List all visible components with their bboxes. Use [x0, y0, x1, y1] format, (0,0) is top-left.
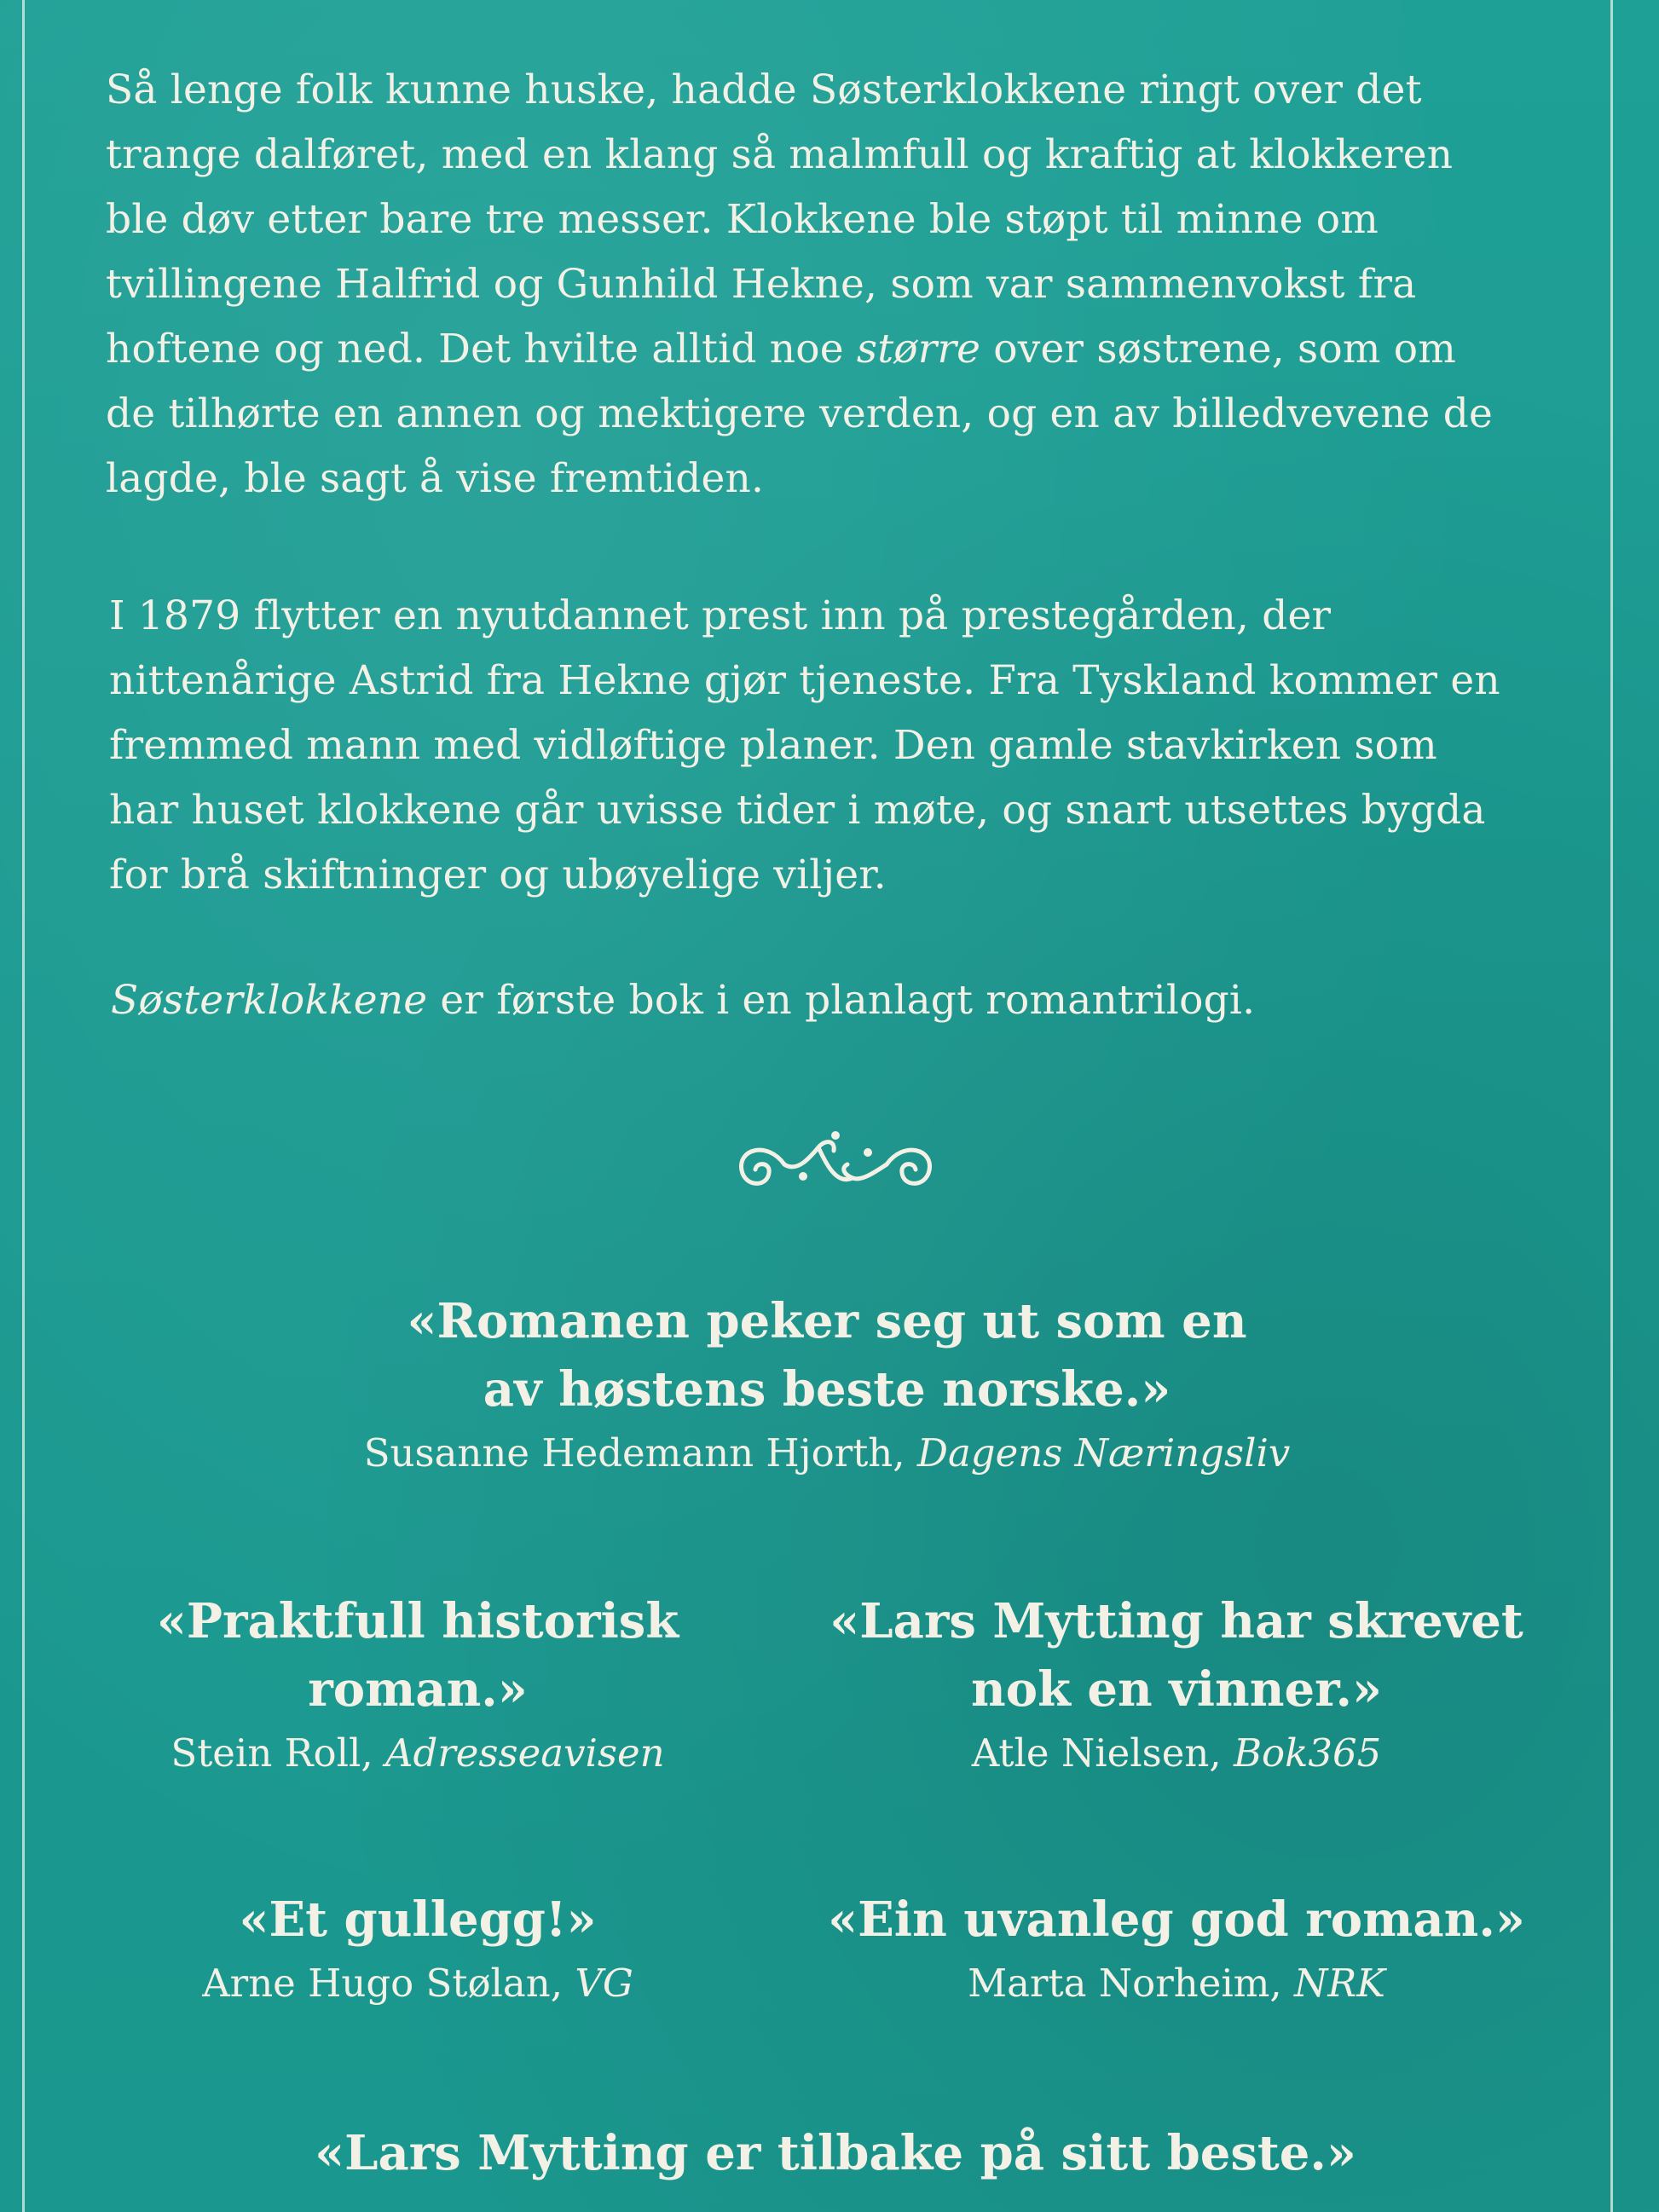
quote-line-1: «Lars Mytting er tilbake på sitt beste.» [315, 2125, 1356, 2181]
quote-line-1: «Romanen peker seg ut som en [407, 1293, 1247, 1349]
review-quote-bok365 [801, 1587, 1552, 1783]
quote-attribution [801, 1724, 1552, 1783]
book-title-emphasis: Søsterklokkene [111, 977, 428, 1024]
p1-text-b: over søstrene, som om de tilhørte en annen og mektigere verden, og en av billedvevene de lagde, ble sagt å vise fremtiden. [106, 326, 1493, 502]
quote-line-1: «Lars Mytting har skrevet [830, 1593, 1523, 1649]
quote-author: Arne Hugo Stølan, [202, 1961, 575, 2006]
quote-author: Atle Nielsen, [971, 1730, 1234, 1776]
review-quote-adresseavisen [85, 1587, 750, 1783]
review-quote-main [324, 1287, 1330, 1483]
frame-border-right [1610, 0, 1613, 2212]
review-quote-vg [85, 1886, 750, 2013]
quote-author: Stein Roll, [171, 1730, 385, 1776]
quote-line-1: «Et gullegg!» [239, 1891, 597, 1948]
description-paragraph-3 [111, 968, 1509, 1033]
quote-source: VG [575, 1961, 633, 2006]
quote-attribution [85, 1954, 750, 2013]
description-paragraph-2: I 1879 flytter en nyutdannet prest inn på prestegården, der nittenårige Astrid fra Hekne gjør tjeneste. Fra Tyskland kommer en fremmed mann med vidløftige planer. Den gamle stavkirken som har huset klokkene går uvisse tider i møte, og snart utsettes bygda for brå skiftninger og ubøyelige viljer. [109, 592, 1500, 898]
quote-source: NRK [1294, 1961, 1385, 2006]
quote-source: Bok365 [1233, 1730, 1382, 1776]
quote-source: Adresseavisen [384, 1730, 665, 1776]
quote-source: Dagens Næringsliv [916, 1430, 1291, 1476]
quote-line-1: «Ein uvanleg god roman.» [828, 1891, 1525, 1948]
review-quote-nrk [801, 1886, 1552, 2013]
quote-line-2: av høstens beste norske.» [483, 1361, 1171, 1418]
quote-line-2: nok en vinner.» [971, 1661, 1382, 1718]
p3-text: er første bok i en planlagt romantrilogi. [427, 977, 1256, 1024]
quote-line-2: roman.» [308, 1661, 528, 1718]
quote-author: Marta Norheim, [968, 1961, 1295, 2006]
p1-text-a: Så lenge folk kunne huske, hadde Søsterklokkene ringt over det trange dalføret, med en klang så malmfull og kraftig at klokkeren ble døv etter bare tre messer. Klokkene ble støpt til minne om tvillingene Halfrid og Gunhild Hekne, som var sammenvokst fra hoftene og ned. Det hvilte alltid noe [106, 66, 1454, 373]
quote-author: Susanne Hedemann Hjorth, [363, 1430, 917, 1476]
frame-border-left [22, 0, 25, 2212]
p1-emphasis: større [856, 326, 981, 373]
description-paragraph-1 [106, 58, 1504, 511]
quote-attribution [85, 1724, 750, 1783]
quote-line-1: «Praktfull historisk [156, 1593, 679, 1649]
review-quote-last [239, 2119, 1432, 2187]
quote-attribution [324, 1424, 1330, 1483]
flourish-ornament-icon [733, 1123, 938, 1200]
quote-attribution [801, 1954, 1552, 2013]
